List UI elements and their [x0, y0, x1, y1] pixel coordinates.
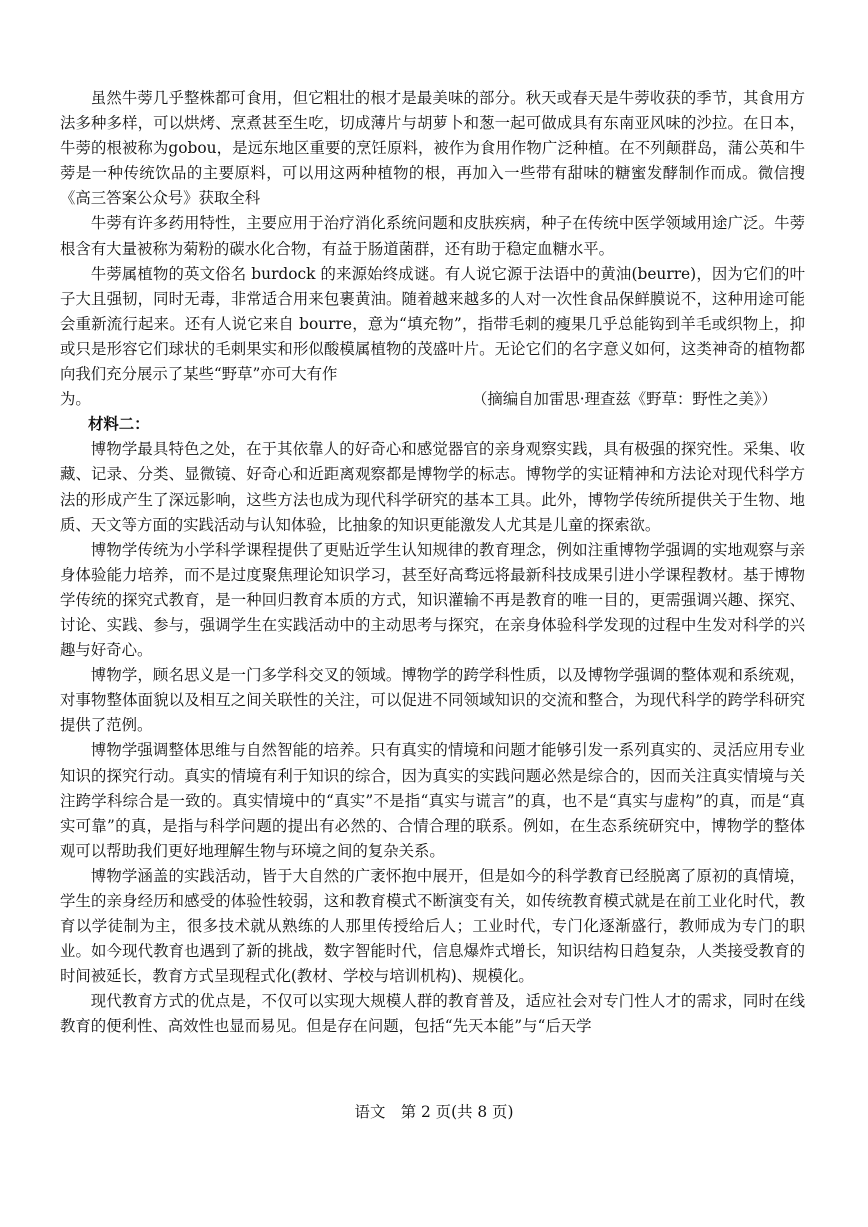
page-body: [60, 86, 805, 1040]
material-one-paragraph-3: 牛蒡属植物的英文俗名 burdock 的来源始终成谜。有人说它源于法语中的黄油(beurre)，因为它们的叶子大且强韧，同时无毒，非常适合用来包裹黄油。随着越来越多的人对一次性食品保鲜膜说不，这种用途可能会重新流行起来。还有人说它来自 bourre，意为“填充物”，指带毛刺的瘦果几乎总能钩到羊毛或织物上，抑或只是形容它们球状的毛刺果实和形似酸模属植物的茂盛叶片。无论它们的名字意义如何，这类神奇的植物都向我们充分展示了某些“野草”亦可大有作: [60, 264, 805, 384]
material-two-paragraph-4: 博物学强调整体思维与自然智能的培养。只有真实的情境和问题才能够引发一系列真实的、灵活应用专业知识的探究行动。真实的情境有利于知识的综合，因为真实的实践问题必然是综合的，因而关注真实情境与关注跨学科综合是一致的。真实情境中的“真实”不是指“真实与谎言”的真，也不是“真实与虚构”的真，而是“真实可靠”的真，是指与科学问题的提出有必然的、合情合理的联系。例如，在生态系统研究中，博物学的整体观可以帮助我们更好地理解生物与环境之间的复杂关系。: [60, 741, 805, 860]
paragraph-3-ending: 为。: [60, 390, 91, 409]
material-two-paragraph-2: 博物学传统为小学科学课程提供了更贴近学生认知规律的教育理念，例如注重博物学强调的实地观察与亲身体验能力培养，而不是过度聚焦理论知识学习，甚至好高骛远将最新科技成果引进小学课程教材。基于博物学传统的探究式教育，是一种回归教育本质的方式，知识灌输不再是教育的唯一目的，更需强调兴趣、探究、讨论、实践、参与，强调学生在实践活动中的主动思考与探究，在亲身体验科学发现的过程中生发对科学的兴趣与好奇心。: [60, 540, 805, 660]
material-one-paragraph-1: 虽然牛蒡几乎整株都可食用，但它粗壮的根才是最美味的部分。秋天或春天是牛蒡收获的季节，其食用方法多种多样，可以烘烤、烹煮甚至生吃，切成薄片与胡萝卜和葱一起可做成具有东南亚风味的沙拉。在日本，牛蒡的根被称为gobou，是远东地区重要的烹饪原料，被作为食用作物广泛种植。在不列颠群岛，蒲公英和牛蒡是一种传统饮品的主要原料，可以用这两种植物的根，再加入一些带有甜味的糖蜜发酵制作而成。微信搜《高三答案公众号》获取全科: [60, 89, 805, 208]
page-footer: 语文 第 2 页(共 8 页): [354, 1103, 514, 1121]
material-two-paragraph-5: 博物学涵盖的实践活动，皆于大自然的广袤怀抱中展开，但是如今的科学教育已经脱离了原初的真情境，学生的亲身经历和感受的体验性较弱，这和教育模式不断演变有关，如传统教育模式就是在前工业化时代，教育以学徒制为主，很多技术就从熟练的人那里传授给后人；工业时代，专门化逐渐盛行，教师成为专门的职业。如今现代教育也遇到了新的挑战，数字智能时代，信息爆炸式增长，知识结构日趋复杂，人类接受教育的时间被延长，教育方式呈现程式化(教材、学校与培训机构)、规模化。: [60, 866, 805, 986]
material-one-paragraph-2: 牛蒡有许多药用特性，主要应用于治疗消化系统问题和皮肤疾病，种子在传统中医学领域用途广泛。牛蒡根含有大量被称为菊粉的碳水化合物，有益于肠道菌群，还有助于稳定血糖水平。: [60, 214, 805, 258]
material-two-paragraph-1: 博物学最具特色之处，在于其依靠人的好奇心和感觉器官的亲身观察实践，具有极强的探究性。采集、收藏、记录、分类、显微镜、好奇心和近距离观察都是博物学的标志。博物学的实证精神和方法论对现代科学方法的形成产生了深远影响，这些方法也成为现代科学研究的基本工具。此外，博物学传统所提供关于生物、地质、天文等方面的实践活动与认知体验，比抽象的知识更能激发人尤其是儿童的探索欲。: [60, 440, 805, 534]
material-two-heading: 材料二：: [88, 415, 150, 434]
attribution-line: [60, 387, 805, 412]
material-two-paragraph-6: 现代教育方式的优点是，不仅可以实现大规模人群的教育普及，适应社会对专门性人才的需求，同时在线教育的便利性、高效性也显而易见。但是存在问题，包括“先天本能”与“后天学: [60, 992, 805, 1036]
source-attribution: （摘编自加雷思·理查兹《野草：野性之美》）: [471, 390, 777, 409]
material-two-paragraph-3: 博物学，顾名思义是一门多学科交叉的领域。博物学的跨学科性质，以及博物学强调的整体观和系统观，对事物整体面貌以及相互之间关联性的关注，可以促进不同领域知识的交流和整合，为现代科学的跨学科研究提供了范例。: [60, 666, 805, 735]
